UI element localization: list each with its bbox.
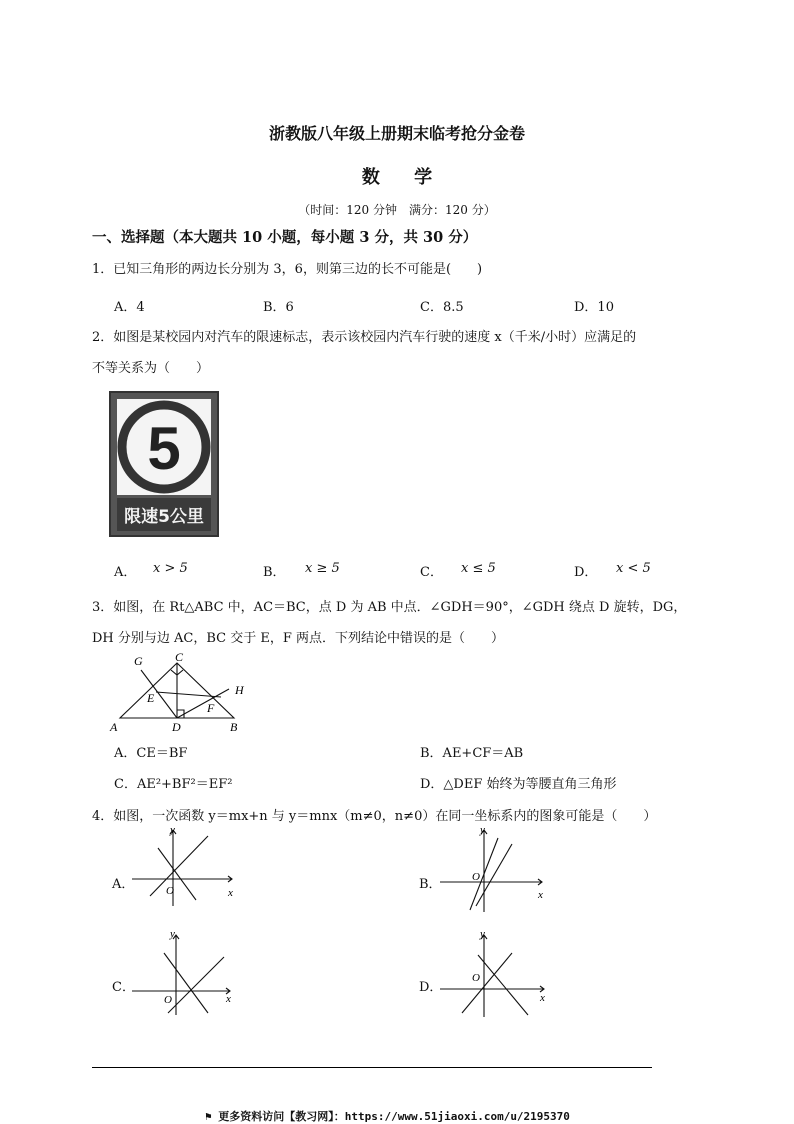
q3-triangle-figure	[108, 650, 258, 738]
q2-stem-line1: 2．如图是某校园内对汽车的限速标志，表示该校园内汽车行驶的速度 x（千米/小时）应满足的	[92, 330, 637, 345]
y-label: y	[480, 928, 485, 940]
q4-option-d-letter: D．	[419, 980, 443, 995]
line-1	[462, 953, 512, 1013]
origin-label: O	[472, 972, 480, 984]
label-a: A	[110, 720, 118, 734]
q2-option-a-value: x > 5	[153, 561, 188, 576]
q2-option-b-value: x ≥ 5	[305, 561, 340, 576]
label-f: F	[207, 701, 215, 715]
exam-title: 浙教版八年级上册期末临考抢分金卷	[268, 124, 525, 143]
subject-title: 数 学	[361, 167, 447, 188]
sign-number: 5	[147, 415, 181, 482]
q1-option-a: A．4	[114, 300, 145, 315]
y-label: y	[170, 824, 175, 836]
time-info: （时间：120 分钟 满分：120 分）	[298, 203, 496, 217]
label-b: B	[230, 720, 238, 734]
x-label: x	[538, 889, 543, 901]
origin-label: O	[166, 885, 174, 897]
q3-option-c: C．AE²+BF²＝EF²	[114, 777, 233, 792]
q1-option-d: D．10	[574, 300, 614, 315]
x-label: x	[228, 887, 233, 899]
origin-label: O	[472, 871, 480, 883]
q2-option-d-letter: D．	[574, 565, 598, 580]
footer-text: 更多资料访问【教习网】：https://www.51jiaoxi.com/u/2195370	[218, 1110, 570, 1123]
q4-option-b-letter: B．	[419, 877, 442, 892]
q3-stem-line1: 3．如图，在 Rt△ABC 中，AC＝BC，点 D 为 AB 中点．∠GDH＝90°，∠GDH 绕点 D 旋转，DG，	[92, 600, 687, 615]
q1-option-c: C．8.5	[420, 300, 464, 315]
label-e: E	[147, 691, 155, 705]
line-1	[150, 836, 208, 896]
footer-divider	[92, 1067, 652, 1068]
q2-option-b-letter: B．	[263, 565, 286, 580]
q3-option-b: B．AE+CF＝AB	[420, 746, 524, 761]
q4-stem: 4．如图，一次函数 y＝mx+n 与 y＝mnx（m≠0，n≠0）在同一坐标系内的图象可能是（ ）	[92, 809, 657, 824]
x-label: x	[226, 993, 231, 1005]
q2-option-a-letter: A．	[114, 565, 137, 580]
y-label: y	[170, 928, 175, 940]
label-d: D	[172, 720, 181, 734]
line-2	[158, 848, 196, 900]
footer-link[interactable]	[205, 1108, 570, 1124]
q2-option-c-letter: C．	[420, 565, 443, 580]
segment-ef	[156, 692, 221, 697]
q4-option-a-letter: A．	[112, 877, 135, 892]
q4-graph-c	[128, 927, 240, 1017]
speed-limit-sign	[108, 390, 220, 538]
q2-stem-line2: 不等关系为（ ）	[92, 361, 210, 376]
y-label: y	[480, 824, 485, 836]
q1-option-b: B．6	[263, 300, 294, 315]
label-h: H	[235, 683, 244, 697]
flag-icon: ⚑	[205, 1110, 219, 1123]
q1-stem: 1．已知三角形的两边长分别为 3，6，则第三边的长不可能是( )	[92, 262, 483, 277]
sign-text: 限速5公里	[124, 507, 204, 527]
origin-label: O	[164, 994, 172, 1006]
q4-option-c-letter: C．	[112, 980, 135, 995]
q2-option-c-value: x ≤ 5	[461, 561, 496, 576]
line-2	[476, 844, 512, 906]
label-g: G	[134, 654, 143, 668]
q2-option-d-value: x < 5	[616, 561, 651, 576]
section-heading: 一、选择题（本大题共 10 小题，每小题 3 分，共 30 分）	[92, 229, 478, 246]
label-c: C	[175, 650, 184, 664]
q3-option-d: D．△DEF 始终为等腰直角三角形	[420, 777, 617, 792]
ray-dh	[177, 689, 229, 718]
q3-option-a: A．CE＝BF	[114, 746, 188, 761]
q4-graph-d	[436, 927, 552, 1019]
q4-graph-b	[436, 824, 548, 914]
q3-stem-line2: DH 分别与边 AC，BC 交于 E，F 两点．下列结论中错误的是（ ）	[92, 631, 505, 646]
q4-graph-a	[128, 824, 240, 908]
x-label: x	[540, 992, 545, 1004]
